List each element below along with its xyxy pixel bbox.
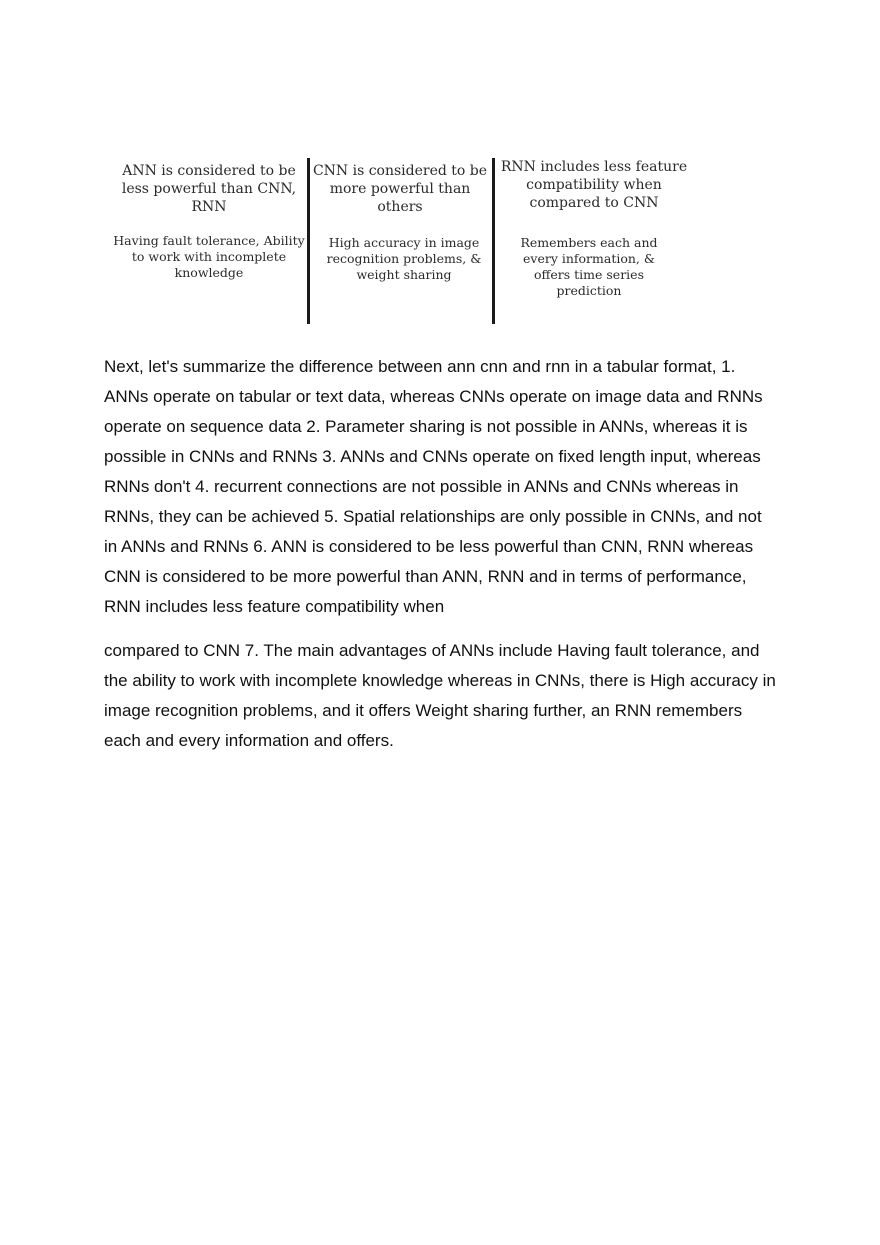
body-paragraph: compared to CNN 7. The main advantages of ANNs include Having fault tolerance, and the ability to work with incomplete knowledge whereas in CNNs, there is High accuracy in image recognition problems, and it offers Weight sharing further, an RNN remembers each and every information and offers. [104,641,776,750]
cnn-advantages-cell: High accuracy in image recognition problems, & weight sharing [326,235,482,282]
column-divider [307,158,310,324]
rnn-power-cell: RNN includes less feature compatibility when compared to CNN [500,159,688,211]
rnn-advantages-cell: Remembers each and every information, & offers time series prediction [520,235,658,298]
ann-power-cell: ANN is considered to be less powerful than CNN, RNN [121,163,297,215]
column-divider [492,158,495,324]
body-paragraph: Next, let's summarize the difference between ann cnn and rnn in a tabular format, 1. ANNs operate on tabular or text data, whereas CNNs operate on image data and RNNs operate on sequence data 2. Parameter sharing is not possible in ANNs, whereas it is possible in CNNs and RNNs 3. ANNs and CNNs operate on fixed length input, whereas RNNs don't 4. recurrent connections are not possible in ANNs and CNNs whereas in RNNs, they can be achieved 5. Spatial relationships are only possible in CNNs, and not in ANNs and RNNs 6. ANN is considered to be less powerful than CNN, RNN whereas CNN is considered to be more powerful than ANN, RNN and in terms of performance, RNN includes less feature compatibility when [104,357,763,616]
ann-advantages-cell: Having fault tolerance, Ability to work with incomplete knowledge [113,233,305,280]
cnn-power-cell: CNN is considered to be more powerful than others [312,163,488,215]
